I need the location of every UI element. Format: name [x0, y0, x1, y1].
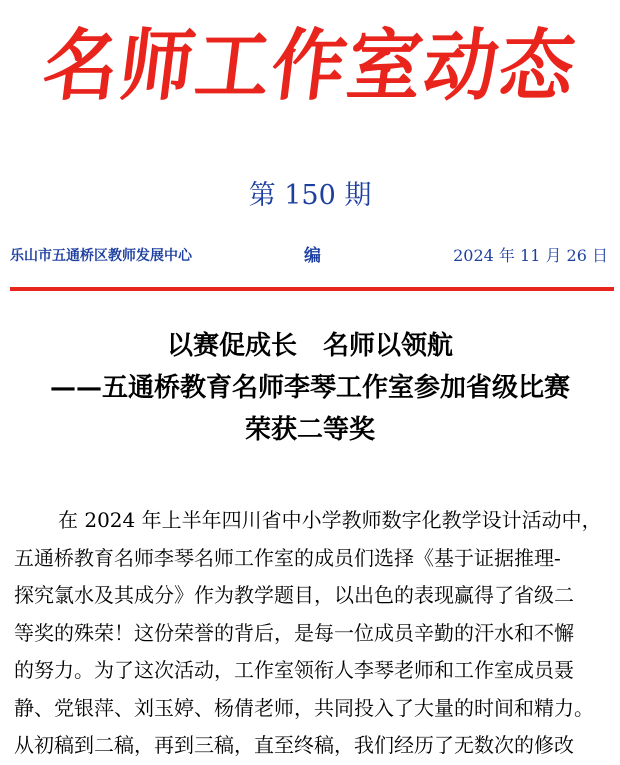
article-headline: [0, 325, 620, 451]
headline-line-1: 以赛促成长 名师以领航: [166, 331, 453, 361]
publisher-organization: 乐山市五通桥区教师发展中心: [10, 248, 192, 264]
editor-mark: 编: [304, 246, 321, 266]
body-line: 等奖的殊荣！这份荣誉的背后，是每一位成员辛勤的汗水和不懈: [14, 620, 574, 645]
body-line: 在 2024 年上半年四川省中小学教师数字化教学设计活动中，: [58, 508, 602, 532]
body-line: 的努力。为了这次活动，工作室领衔人李琴老师和工作室成员聂: [14, 658, 574, 682]
header-divider: [10, 287, 614, 291]
headline-line-2: ——五通桥教育名师李琴工作室参加省级比赛: [49, 373, 570, 403]
article-body: [14, 502, 610, 765]
body-line: 探究氯水及其成分》作为教学题目，以出色的表现赢得了省级二: [14, 583, 574, 607]
body-line: 静、党银萍、刘玉婷、杨倩老师，共同投入了大量的时间和精力。: [14, 695, 594, 720]
masthead: [0, 4, 620, 144]
headline-line-3: 荣获二等奖: [244, 415, 375, 445]
body-line: 五通桥教育名师李琴名师工作室的成员们选择《基于证据推理-: [14, 545, 561, 570]
issue-number: 第 150 期: [248, 180, 372, 211]
body-line: 从初稿到二稿，再到三稿，直至终稿，我们经历了无数次的修改: [14, 733, 574, 757]
masthead-title: 名师工作室动态: [38, 20, 582, 112]
publication-date: 2024 年 11 月 26 日: [453, 246, 608, 265]
publication-info-row: [10, 242, 608, 270]
